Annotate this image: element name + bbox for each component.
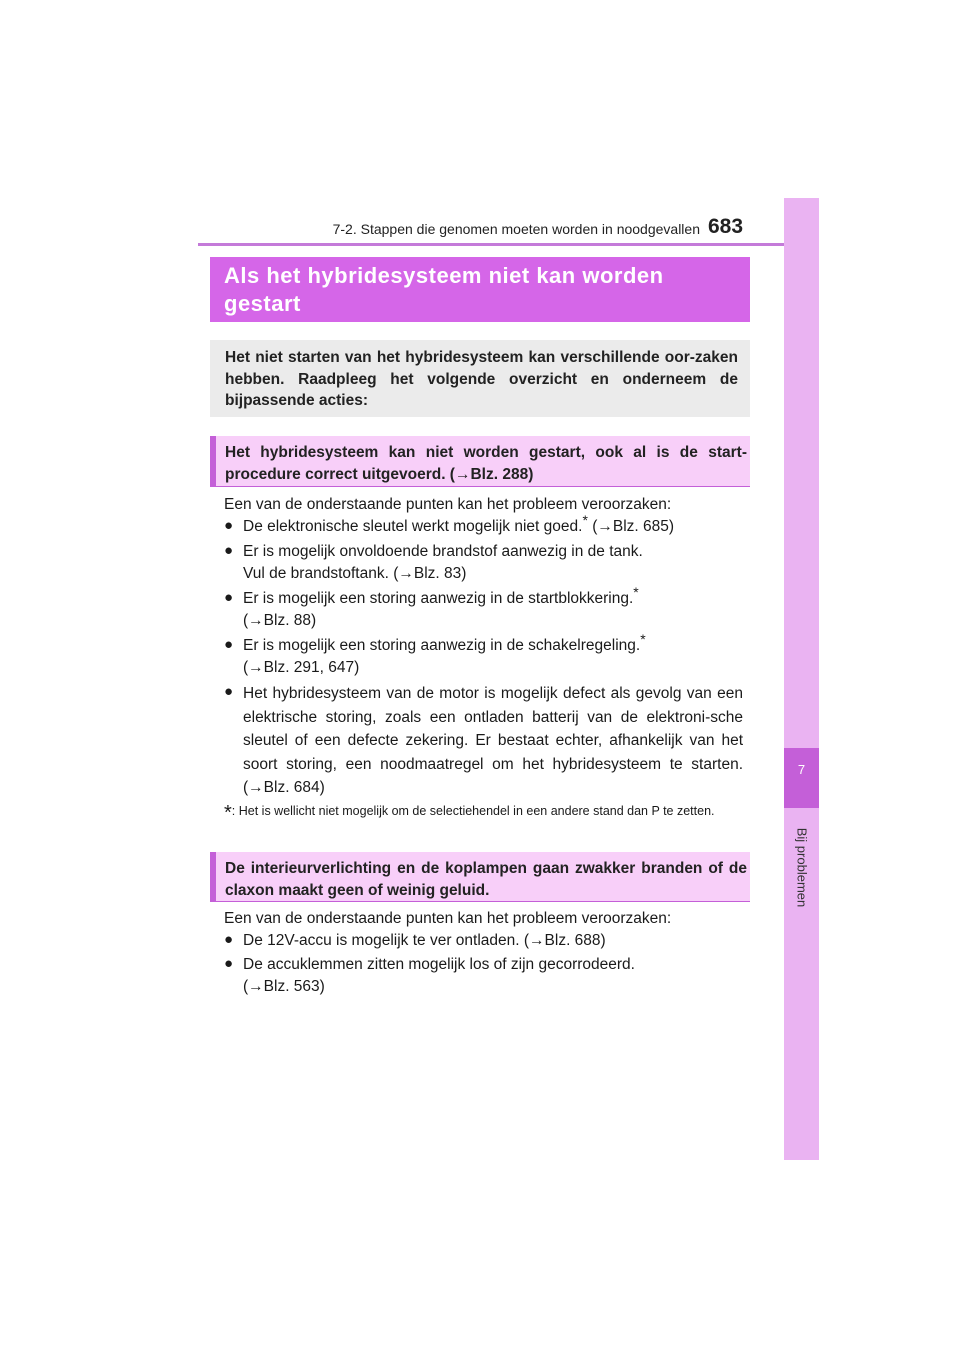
footnote: *: Het is wellicht niet mogelijk om de selectiehendel in een andere stand dan P te zetten. (224, 802, 715, 824)
section1-heading-box (210, 436, 750, 487)
list-item: De elektronische sleutel werkt mogelijk niet goed.* (→Blz. 685) (243, 511, 675, 535)
bullet-icon: ● (224, 683, 234, 700)
page-number: 683 (708, 215, 744, 238)
list-item: Er is mogelijk onvoldoende brandstof aanwezig in de tank. Vul de brandstoftank. (→Blz. 83) (243, 543, 643, 582)
bullet-icon: ● (224, 955, 234, 972)
section2-heading-box (210, 852, 750, 902)
bullet-icon: ● (224, 517, 234, 534)
bullet-icon: ● (224, 931, 234, 948)
section1-heading: Het hybridesysteem kan niet worden gestart, ook al is de start-procedure correct uitgevoerd. (→Blz. 288) (225, 444, 747, 483)
section1-lead: Een van de onderstaande punten kan het probleem veroorzaken: (224, 496, 672, 513)
list-item: Er is mogelijk een storing aanwezig in de schakelregeling.* (→Blz. 291, 647) (243, 630, 646, 676)
header-divider (198, 243, 818, 246)
bullet-icon: ● (224, 589, 234, 606)
chapter-label-container (784, 810, 819, 1010)
list-item: Het hybridesysteem van de motor is mogelijk defect als gevolg van een elektrische storing, zoals een ontladen batterij van de elektroni-sche sleutel of een defecte zekering. Er bestaat echter, afhankelijk van het soort storing, een noodmaatregel om het hybridesysteem te starten. (→Blz. 684) (243, 685, 743, 796)
chapter-number: 7 (797, 762, 806, 777)
list-item: De accuklemmen zitten mogelijk los of zijn gecorrodeerd. (→Blz. 563) (243, 956, 635, 995)
page-title: Als het hybridesysteem niet kan worden gestart (224, 263, 664, 316)
section-path: 7-2. Stappen die genomen moeten worden in noodgevallen (332, 221, 700, 237)
bullet-icon: ● (224, 542, 234, 559)
chapter-side-tab (784, 198, 819, 1160)
list-item: De 12V-accu is mogelijk te ver ontladen. (→Blz. 688) (243, 932, 606, 949)
chapter-label: Bij problemen (794, 827, 809, 908)
chapter-side-tab-active (784, 748, 819, 808)
intro-box (210, 340, 750, 417)
bullet-icon: ● (224, 636, 234, 653)
section2-lead: Een van de onderstaande punten kan het probleem veroorzaken: (224, 910, 672, 927)
list-item: Er is mogelijk een storing aanwezig in de startblokkering.* (→Blz. 88) (243, 583, 639, 629)
page-title-box (210, 257, 750, 322)
intro-text: Het niet starten van het hybridesysteem kan verschillende oor-zaken hebben. Raadpleeg het volgende overzicht en onderneem de bijpassende acties: (225, 349, 738, 409)
section2-heading: De interieurverlichting en de koplampen gaan zwakker branden of de claxon maakt geen of weinig geluid. (225, 860, 747, 899)
